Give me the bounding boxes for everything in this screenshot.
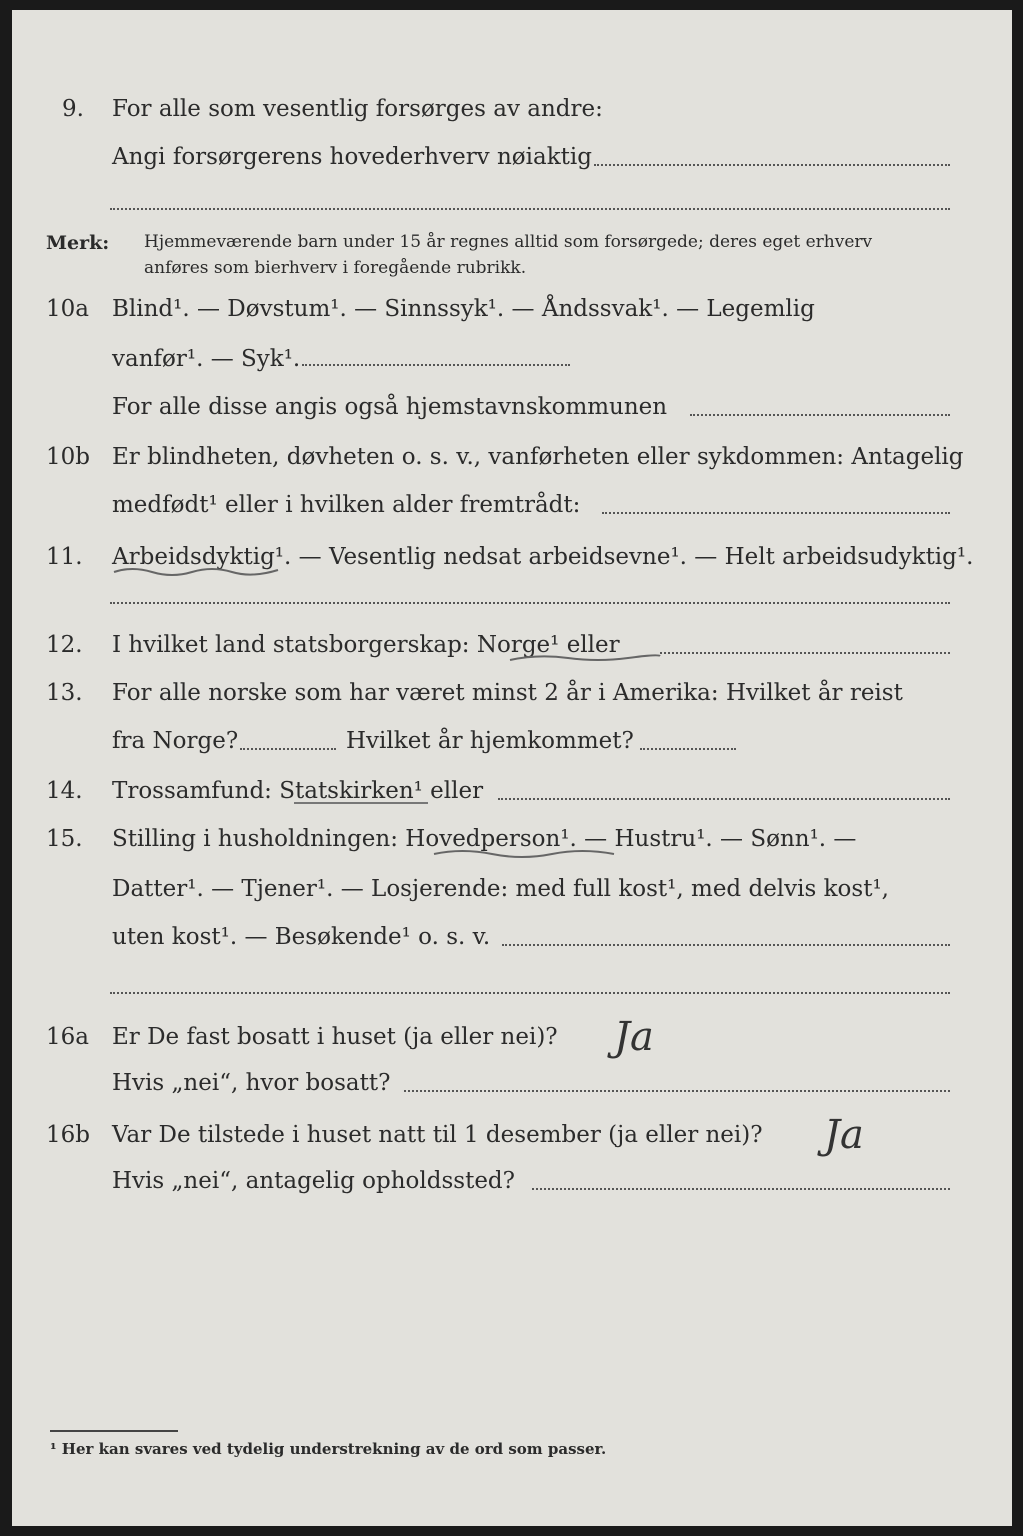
q10b-answer-field[interactable]: [602, 512, 950, 514]
q16a-line1: Er De fast bosatt i huset (ja eller nei)?: [112, 1024, 558, 1050]
q11-line1: Arbeidsdyktig¹. — Vesentlig nedsat arbeidsevne¹. — Helt arbeidsudyktig¹.: [112, 544, 974, 570]
q13-line2b: Hvilket år hjemkommet?: [346, 728, 634, 754]
q16a-handwritten-answer: Ja: [614, 1014, 654, 1060]
merk-line1: Hjemmeværende barn under 15 år regnes alltid som forsørgede; deres eget erhverv: [144, 232, 873, 252]
q11-handwritten-underline: [112, 566, 282, 578]
q15-number: 15.: [46, 826, 83, 852]
q13-year-returned-field[interactable]: [640, 748, 736, 750]
footnote-text: ¹ Her kan svares ved tydelig understrekning av de ord som passer.: [50, 1440, 607, 1458]
merk-line2: anføres som bierhverv i foregående rubrikk.: [144, 258, 527, 278]
q13-year-left-field[interactable]: [240, 748, 336, 750]
q9-answer-field-2[interactable]: [110, 208, 950, 210]
q10a-line3: For alle disse angis også hjemstavnskommunen: [112, 394, 668, 420]
q15-answer-field[interactable]: [502, 944, 950, 946]
q10b-line1: Er blindheten, døvheten o. s. v., vanførheten eller sykdommen: Antagelig: [112, 444, 964, 470]
q16b-handwritten-answer: Ja: [824, 1112, 864, 1158]
q10b-line2: medfødt¹ eller i hvilken alder fremtrådt:: [112, 492, 581, 518]
q11-number: 11.: [46, 544, 83, 570]
footnote-rule: [50, 1430, 178, 1432]
q10b-number: 10b: [46, 444, 90, 470]
q12-answer-field[interactable]: [660, 652, 950, 654]
q15-line2: Datter¹. — Tjener¹. — Losjerende: med full kost¹, med delvis kost¹,: [112, 876, 889, 902]
q14-answer-field[interactable]: [498, 798, 950, 800]
q14-line1: Trossamfund: Statskirken¹ eller: [112, 778, 484, 804]
q12-line1: I hvilket land statsborgerskap: Norge¹ eller: [112, 632, 620, 658]
q9-number: 9.: [62, 96, 84, 122]
q16b-line1: Var De tilstede i huset natt til 1 desember (ja eller nei)?: [112, 1122, 763, 1148]
q13-line1: For alle norske som har været minst 2 år i Amerika: Hvilket år reist: [112, 680, 903, 706]
q16a-line2: Hvis „nei“, hvor bosatt?: [112, 1070, 391, 1096]
q9-answer-field[interactable]: [594, 164, 950, 166]
q12-number: 12.: [46, 632, 83, 658]
q10a-line1: Blind¹. — Døvstum¹. — Sinnssyk¹. — Åndssvak¹. — Legemlig: [112, 296, 815, 322]
q10a-line2: vanfør¹. — Syk¹.: [112, 346, 301, 372]
q16b-answer-field[interactable]: [532, 1188, 950, 1190]
q9-line1: For alle som vesentlig forsørges av andre:: [112, 96, 603, 122]
q12-handwritten-underline: [508, 652, 664, 664]
q10a-number: 10a: [46, 296, 89, 322]
q14-handwritten-underline: [294, 802, 428, 804]
q14-number: 14.: [46, 778, 83, 804]
q9-line2: Angi forsørgerens hovederhverv nøiaktig: [112, 144, 592, 170]
q11-answer-field[interactable]: [110, 602, 950, 604]
q16b-number: 16b: [46, 1122, 90, 1148]
q16a-number: 16a: [46, 1024, 89, 1050]
q13-number: 13.: [46, 680, 83, 706]
q15-handwritten-underline: [432, 848, 618, 860]
q16a-answer-field[interactable]: [404, 1090, 950, 1092]
q13-line2a: fra Norge?: [112, 728, 239, 754]
q15-line1: Stilling i husholdningen: Hovedperson¹. — Hustru¹. — Sønn¹. —: [112, 826, 857, 852]
merk-label: Merk:: [46, 232, 110, 254]
q10a-hometown-field[interactable]: [690, 414, 950, 416]
census-form-page: [12, 10, 1012, 1526]
q15-line3: uten kost¹. — Besøkende¹ o. s. v.: [112, 924, 491, 950]
q16b-line2: Hvis „nei“, antagelig opholdssted?: [112, 1168, 515, 1194]
q10a-answer-field[interactable]: [302, 364, 570, 366]
q15-answer-field-2[interactable]: [110, 992, 950, 994]
